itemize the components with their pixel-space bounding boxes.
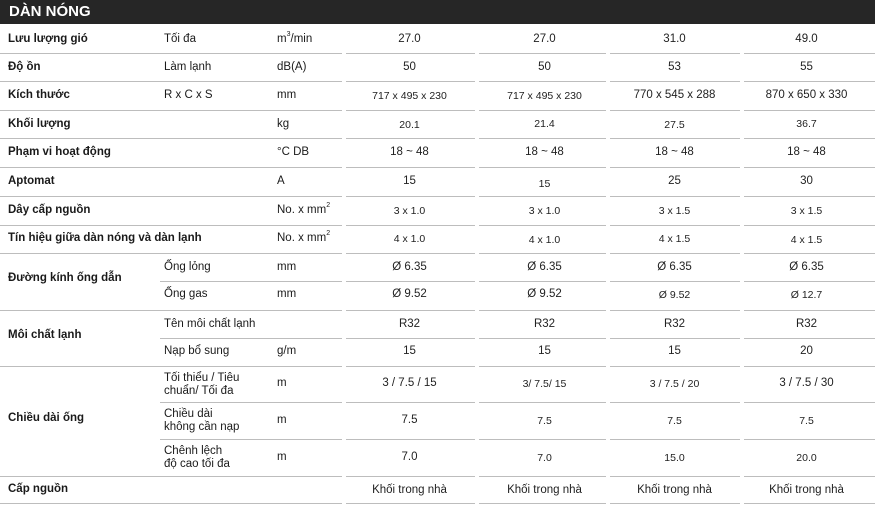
row-label-pipe-length: Chiều dài ống [8, 412, 85, 424]
value-dimension-3: 770 x 545 x 288 [633, 89, 716, 101]
value-power-source-3: Khối trong nhà [637, 484, 712, 496]
subrow-divider [160, 439, 875, 440]
subrow-divider [160, 402, 875, 403]
param-pipe-gas: Ống gas [164, 288, 208, 300]
value-pipe-length-nocharge-4: 7.5 [799, 415, 814, 427]
value-power-source-2: Khối trong nhà [507, 484, 582, 496]
value-signal-wire-2: 4 x 1.0 [528, 234, 561, 246]
value-power-source-1: Khối trong nhà [372, 484, 447, 496]
column-gap [475, 24, 479, 517]
value-airflow-3: 31.0 [663, 33, 686, 45]
value-breaker-1: 15 [403, 175, 416, 187]
value-pipe-length-minmax-2: 3/ 7.5/ 15 [522, 378, 567, 390]
value-signal-wire-1: 4 x 1.0 [393, 233, 426, 245]
unit-dimension: mm [277, 89, 297, 101]
value-power-wire-2: 3 x 1.0 [528, 205, 561, 217]
value-noise-3: 53 [668, 61, 681, 73]
param-pipe-length-nocharge: Chiều dài không cần nạp [164, 408, 240, 433]
unit-pipe-length-minmax: m [277, 377, 287, 389]
param-pipe-length-height: Chênh lệch độ cao tối đa [164, 445, 230, 470]
row-label-noise: Độ ồn [8, 61, 41, 73]
value-refrigerant-name-1: R32 [398, 318, 421, 330]
value-breaker-3: 25 [668, 175, 681, 187]
value-pipe-gas-3: Ø 9.52 [658, 289, 691, 301]
unit-noise: dB(A) [277, 61, 307, 73]
value-pipe-length-nocharge-2: 7.5 [537, 415, 552, 427]
value-signal-wire-3: 4 x 1.5 [658, 233, 691, 245]
row-label-refrigerant: Môi chất lạnh [8, 329, 82, 341]
value-weight-3: 27.5 [664, 119, 685, 131]
unit-range: °C DB [277, 146, 310, 158]
row-label-signal-wire: Tín hiệu giữa dàn nóng và dàn lạnh [8, 232, 202, 244]
column-gap [740, 24, 744, 517]
value-dimension-4: 870 x 650 x 330 [765, 89, 848, 101]
value-pipe-length-height-2: 7.0 [537, 452, 552, 464]
value-refrigerant-name-4: R32 [795, 318, 818, 330]
value-pipe-liquid-1: Ø 6.35 [392, 261, 427, 273]
value-pipe-gas-2: Ø 9.52 [527, 288, 562, 300]
value-refrigerant-name-3: R32 [663, 318, 686, 330]
value-airflow-1: 27.0 [398, 33, 421, 45]
section-title: DÀN NÓNG [9, 3, 91, 20]
unit-refrigerant-charge: g/m [277, 345, 297, 357]
value-weight-4: 36.7 [796, 118, 817, 130]
value-dimension-1: 717 x 495 x 230 [372, 90, 447, 102]
value-refrigerant-charge-1: 15 [403, 345, 416, 357]
value-power-wire-1: 3 x 1.0 [393, 205, 426, 217]
value-noise-2: 50 [538, 61, 551, 73]
unit-power-wire: No. x $mm^2$ [277, 202, 331, 216]
value-range-2: 18 ~ 48 [525, 146, 564, 158]
param-noise: Làm lạnh [164, 61, 212, 73]
value-power-wire-3: 3 x 1.5 [658, 205, 691, 217]
param-pipe-length-minmax: Tối thiểu / Tiêu chuẩn/ Tối đa [164, 372, 240, 397]
value-pipe-length-minmax-3: 3 / 7.5 / 20 [649, 378, 700, 390]
subrow-divider [160, 281, 875, 282]
value-breaker-4: 30 [800, 175, 813, 187]
value-pipe-gas-1: Ø 9.52 [392, 288, 427, 300]
row-label-range: Phạm vi hoạt động [8, 146, 111, 158]
value-noise-1: 50 [403, 61, 416, 73]
row-label-power-source: Cấp nguồn [8, 483, 69, 495]
subrow-divider [160, 338, 875, 339]
value-pipe-length-height-3: 15.0 [664, 452, 685, 464]
value-pipe-liquid-3: Ø 6.35 [657, 261, 692, 273]
value-signal-wire-4: 4 x 1.5 [790, 234, 823, 246]
unit-breaker: A [277, 175, 285, 187]
value-refrigerant-charge-3: 15 [668, 345, 681, 357]
value-pipe-length-minmax-4: 3 / 7.5 / 30 [779, 377, 834, 389]
value-pipe-length-nocharge-1: 7.5 [401, 414, 418, 426]
column-gap [606, 24, 610, 517]
value-airflow-2: 27.0 [533, 33, 556, 45]
value-weight-2: 21.4 [534, 118, 555, 130]
row-label-breaker: Aptomat [8, 175, 55, 187]
unit-pipe-liquid: mm [277, 261, 297, 273]
value-range-1: 18 ~ 48 [390, 146, 429, 158]
value-pipe-liquid-2: Ø 6.35 [527, 261, 562, 273]
value-pipe-length-height-4: 20.0 [796, 452, 817, 464]
section-header [0, 0, 875, 24]
param-airflow: Tối đa [164, 33, 196, 45]
value-refrigerant-name-2: R32 [533, 318, 556, 330]
value-pipe-length-nocharge-3: 7.5 [667, 415, 682, 427]
param-dimension: R x C x S [164, 89, 213, 101]
unit-pipe-gas: mm [277, 288, 297, 300]
value-range-3: 18 ~ 48 [655, 146, 694, 158]
unit-pipe-length-height: m [277, 451, 287, 463]
unit-airflow: $m^3/\min$ [277, 31, 313, 45]
row-label-weight: Khối lượng [8, 118, 71, 130]
value-pipe-length-height-1: 7.0 [401, 451, 418, 463]
row-label-airflow: Lưu lượng gió [8, 33, 88, 45]
value-refrigerant-charge-4: 20 [800, 345, 813, 357]
param-refrigerant-name: Tên môi chất lạnh [164, 318, 256, 330]
value-power-wire-4: 3 x 1.5 [790, 205, 823, 217]
value-breaker-2: 15 [538, 178, 551, 190]
row-label-power-wire: Dây cấp nguồn [8, 204, 91, 216]
value-noise-4: 55 [800, 61, 813, 73]
value-range-4: 18 ~ 48 [787, 146, 826, 158]
value-pipe-liquid-4: Ø 6.35 [789, 261, 824, 273]
param-pipe-liquid: Ống lỏng [164, 261, 211, 273]
value-pipe-gas-4: Ø 12.7 [790, 289, 823, 301]
value-weight-1: 20.1 [399, 119, 420, 131]
value-pipe-length-minmax-1: 3 / 7.5 / 15 [382, 377, 437, 389]
value-power-source-4: Khối trong nhà [769, 484, 844, 496]
row-label-dimension: Kích thước [8, 89, 70, 101]
column-gap [342, 24, 346, 517]
value-airflow-4: 49.0 [795, 33, 818, 45]
unit-signal-wire: No. x $mm^2$ [277, 230, 331, 244]
unit-pipe-length-nocharge: m [277, 414, 287, 426]
unit-weight: kg [277, 118, 290, 130]
value-refrigerant-charge-2: 15 [538, 345, 551, 357]
param-refrigerant-charge: Nạp bổ sung [164, 345, 230, 357]
value-dimension-2: 717 x 495 x 230 [507, 90, 582, 102]
row-label-pipe: Đường kính ống dẫn [8, 272, 122, 284]
